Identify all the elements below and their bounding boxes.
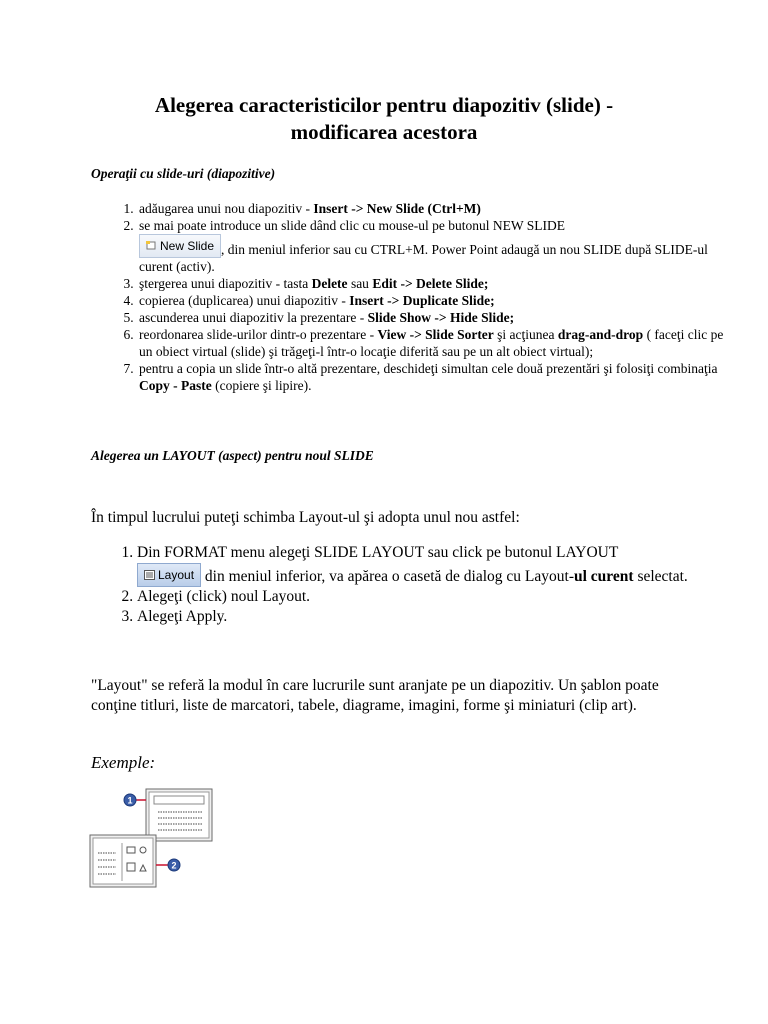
page-title: Alegerea caracteristicilor pentru diapozitiv (slide) - modificarea acestora: [154, 93, 614, 144]
svg-text:1: 1: [127, 795, 133, 806]
callout-1: [124, 794, 146, 806]
section-heading-operations: Operaţii cu slide-uri (diapozitive): [91, 166, 276, 181]
list-item: 1. Din FORMAT menu alegeţi SLIDE LAYOUT sau click pe butonul LAYOUT Layout din meniul inferior, va apărea o casetă de dialog cu Layout-ul curent selectat.: [137, 543, 727, 587]
list-item: 6. reordonarea slide-urilor dintr-o prezentare - View -> Slide Sorter şi acţiunea drag-and-drop ( faceţi clic pe un obiect virtual (slide) şi trăgeţi-l într-o locaţie diferită sau pe un alt obiect virtual);: [137, 326, 727, 360]
list-item: 7. pentru a copia un slide într-o altă prezentare, deschideţi simultan cele două prezentări şi folosiţi combinaţia Copy - Paste (copiere şi lipire).: [137, 360, 727, 394]
operations-list: [91, 200, 727, 394]
intro-text: În timpul lucrului puteţi schimba Layout-ul şi adopta unul nou astfel:: [91, 509, 520, 526]
layout-example-1: [146, 789, 212, 841]
svg-text:2: 2: [171, 860, 177, 871]
layout-examples-figure: [88, 785, 228, 895]
layout-example-2: [90, 835, 156, 887]
list-item: 2. se mai poate introduce un slide dând clic cu mouse-ul pe butonul NEW SLIDE New Slide , din meniul inferior sau cu CTRL+M. Power Point adaugă un nou SLIDE după SLIDE-ul curent (activ).: [137, 217, 727, 275]
new-slide-icon: [146, 241, 157, 251]
list-item: 5. ascunderea unui diapozitiv la prezentare - Slide Show -> Hide Slide;: [137, 309, 727, 326]
list-item: 1. adăugarea unui nou diapozitiv - Insert -> New Slide (Ctrl+M): [137, 200, 727, 217]
list-item: 3. Alegeţi Apply.: [137, 607, 727, 627]
layout-definition-paragraph: "Layout" se referă la modul în care lucrurile sunt aranjate pe un diapozitiv. Un şablon poate conţine titluri, liste de marcatori, tabele, diagrame, imagini, forme şi miniaturi (clip art).: [91, 677, 659, 714]
callout-2: [156, 859, 180, 871]
list-item: 3. ştergerea unui diapozitiv - tasta Delete sau Edit -> Delete Slide;: [137, 275, 727, 292]
list-item: 4. copierea (duplicarea) unui diapozitiv - Insert -> Duplicate Slide;: [137, 292, 727, 309]
layout-icon: [144, 570, 155, 580]
list-item: 2. Alegeţi (click) noul Layout.: [137, 587, 727, 607]
new-slide-button[interactable]: New Slide: [139, 234, 221, 258]
layout-steps-list: [91, 543, 727, 627]
examples-label: Exemple:: [91, 753, 156, 772]
section-heading-layout: Alegerea un LAYOUT (aspect) pentru noul SLIDE: [91, 448, 374, 463]
layout-button[interactable]: Layout: [137, 563, 201, 587]
